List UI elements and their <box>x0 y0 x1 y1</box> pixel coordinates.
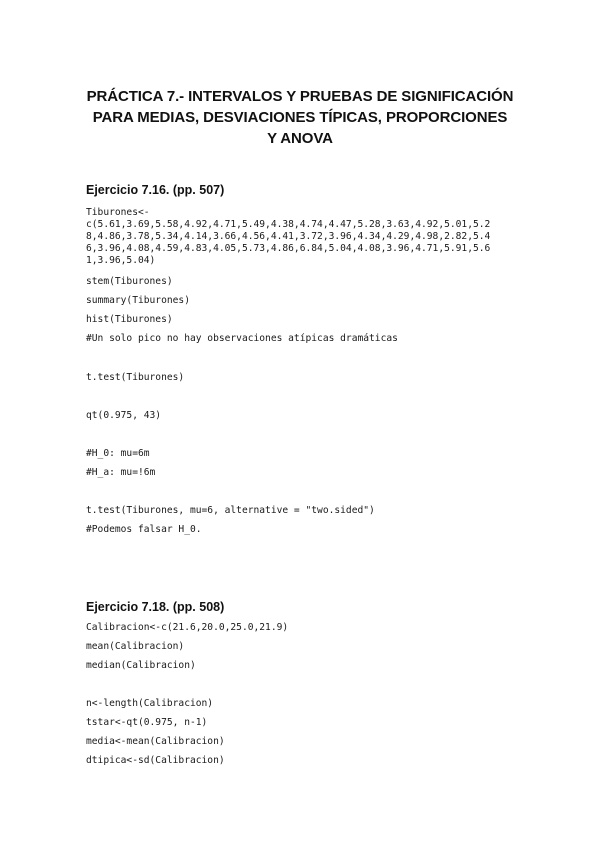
code-calibracion: Calibracion<-c(21.6,20.0,25.0,21.9) <box>86 622 289 633</box>
code-n-length: n<-length(Calibracion) <box>86 698 214 709</box>
exercise-7-16-heading: Ejercicio 7.16. (pp. 507) <box>86 183 225 197</box>
code-ttest-mu6: t.test(Tiburones, mu=6, alternative = "two.sided") <box>86 505 375 516</box>
code-comment-outliers: #Un solo pico no hay observaciones atípicas dramáticas <box>86 333 398 344</box>
code-ttest: t.test(Tiburones) <box>86 372 185 383</box>
code-summary: summary(Tiburones) <box>86 295 190 306</box>
code-mean: mean(Calibracion) <box>86 641 185 652</box>
code-tiburones-line-1: Tiburones<- <box>86 207 150 218</box>
code-dtipica: dtipica<-sd(Calibracion) <box>86 755 225 766</box>
code-hist: hist(Tiburones) <box>86 314 173 325</box>
code-tiburones-line-3: 8,4.86,3.78,5.34,4.14,3.66,4.56,4.41,3.72,3.96,4.34,4.29,4.98,2.82,5.4 <box>86 231 491 242</box>
title-line-1: PRÁCTICA 7.- INTERVALOS Y PRUEBAS DE SIGNIFICACIÓN <box>86 88 514 105</box>
code-ha-comment: #H_a: mu=!6m <box>86 467 156 478</box>
code-conclusion-comment: #Podemos falsar H_0. <box>86 524 202 535</box>
title-line-2: PARA MEDIAS, DESVIACIONES TÍPICAS, PROPORCIONES <box>92 109 508 126</box>
page-title <box>60 86 540 149</box>
code-media: media<-mean(Calibracion) <box>86 736 225 747</box>
code-median: median(Calibracion) <box>86 660 196 671</box>
title-line-3: Y ANOVA <box>267 130 333 147</box>
code-h0-comment: #H_0: mu=6m <box>86 448 150 459</box>
exercise-7-18-heading: Ejercicio 7.18. (pp. 508) <box>86 600 225 614</box>
code-tiburones-line-2: c(5.61,3.69,5.58,4.92,4.71,5.49,4.38,4.74,4.47,5.28,3.63,4.92,5.01,5.2 <box>86 219 491 230</box>
code-tstar: tstar<-qt(0.975, n-1) <box>86 717 208 728</box>
code-stem: stem(Tiburones) <box>86 276 173 287</box>
code-qt: qt(0.975, 43) <box>86 410 162 421</box>
code-tiburones-line-5: 1,3.96,5.04) <box>86 255 156 266</box>
code-tiburones-line-4: 6,3.96,4.08,4.59,4.83,4.05,5.73,4.86,6.84,5.04,4.08,3.96,4.71,5.91,5.6 <box>86 243 491 254</box>
